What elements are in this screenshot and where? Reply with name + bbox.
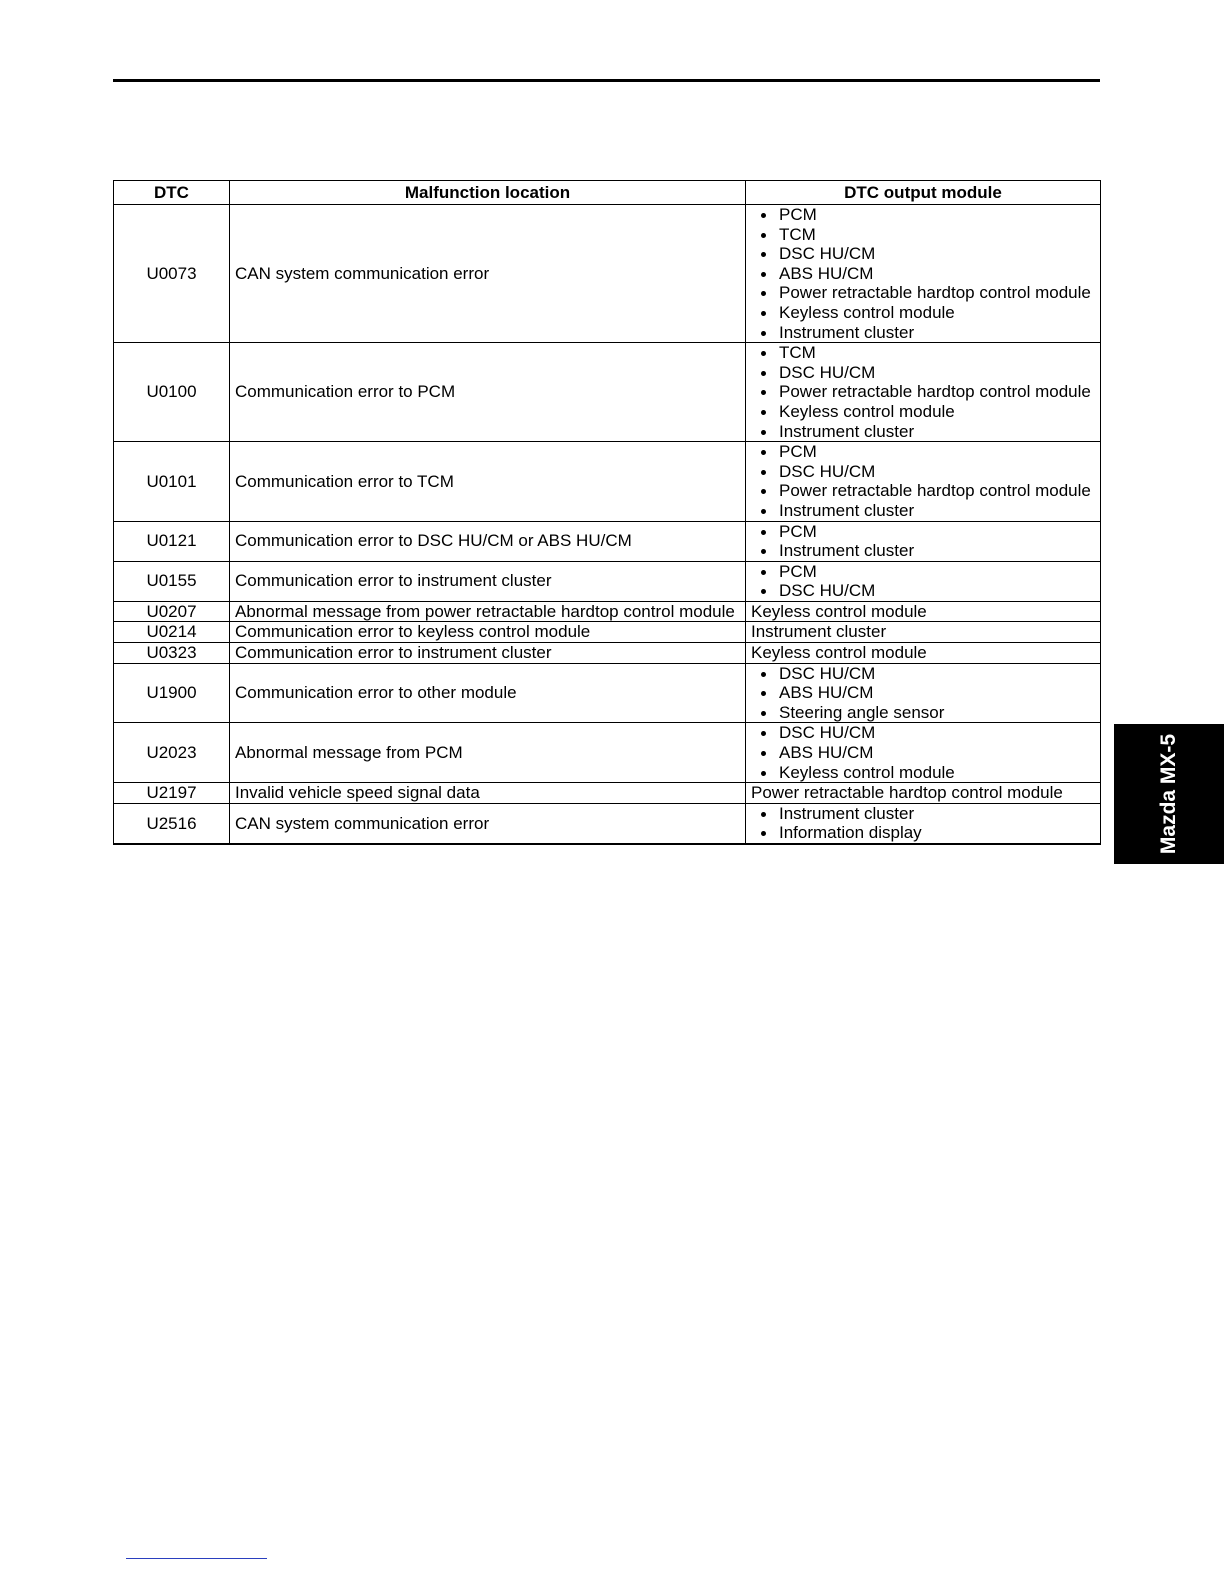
output-module-item: ABS HU/CM <box>751 264 1095 284</box>
output-module-item: Keyless control module <box>751 402 1095 422</box>
malfunction-location: Communication error to other module <box>230 663 746 723</box>
output-module-item: Instrument cluster <box>751 541 1095 561</box>
malfunction-location: Abnormal message from PCM <box>230 723 746 783</box>
malfunction-location: Communication error to instrument cluster <box>230 561 746 601</box>
output-module-item: TCM <box>751 225 1095 245</box>
output-module-item: Instrument cluster <box>751 501 1095 521</box>
output-module-item: ABS HU/CM <box>751 743 1095 763</box>
output-module-item: ABS HU/CM <box>751 683 1095 703</box>
side-tab-label: Mazda MX-5 <box>1157 733 1180 855</box>
table-row <box>114 723 1101 783</box>
output-module-item: Steering angle sensor <box>751 703 1095 723</box>
table-row <box>114 643 1101 664</box>
output-module-item: Instrument cluster <box>751 804 1095 824</box>
output-module: Instrument cluster <box>746 622 1101 643</box>
header-rule <box>113 79 1100 82</box>
output-module-cell <box>746 663 1101 723</box>
table-row <box>114 663 1101 723</box>
output-module-item: PCM <box>751 522 1095 542</box>
output-module-list <box>751 723 1095 782</box>
dtc-code: U0101 <box>114 442 230 521</box>
output-module-cell <box>746 803 1101 844</box>
output-module-item: Keyless control module <box>751 303 1095 323</box>
dtc-code: U0100 <box>114 343 230 442</box>
header-dtc: DTC <box>114 181 230 205</box>
output-module-list <box>751 205 1095 342</box>
dtc-code: U0073 <box>114 205 230 343</box>
table-row <box>114 622 1101 643</box>
output-module-item: Instrument cluster <box>751 422 1095 442</box>
dtc-code: U2516 <box>114 803 230 844</box>
footer-link-underline <box>126 1558 267 1559</box>
output-module-item: DSC HU/CM <box>751 664 1095 684</box>
output-module-list <box>751 442 1095 520</box>
output-module-item: PCM <box>751 205 1095 225</box>
output-module-item: DSC HU/CM <box>751 723 1095 743</box>
table-header-row <box>114 181 1101 205</box>
output-module: Keyless control module <box>746 601 1101 622</box>
malfunction-location: Communication error to DSC HU/CM or ABS HU/CM <box>230 521 746 561</box>
output-module-list <box>751 562 1095 601</box>
output-module-item: DSC HU/CM <box>751 462 1095 482</box>
dtc-code: U2197 <box>114 783 230 804</box>
malfunction-location: Communication error to TCM <box>230 442 746 521</box>
header-malfunction-location: Malfunction location <box>230 181 746 205</box>
output-module-list <box>751 664 1095 723</box>
table-row <box>114 521 1101 561</box>
output-module-cell <box>746 561 1101 601</box>
dtc-code: U0323 <box>114 643 230 664</box>
dtc-code: U0207 <box>114 601 230 622</box>
table-row <box>114 205 1101 343</box>
malfunction-location: CAN system communication error <box>230 803 746 844</box>
malfunction-location: CAN system communication error <box>230 205 746 343</box>
table-row <box>114 803 1101 844</box>
header-dtc-output-module: DTC output module <box>746 181 1101 205</box>
table-row <box>114 783 1101 804</box>
output-module-item: Power retractable hardtop control module <box>751 481 1095 501</box>
dtc-table <box>113 180 1101 845</box>
output-module-item: Keyless control module <box>751 763 1095 783</box>
output-module-item: Information display <box>751 823 1095 843</box>
output-module-item: DSC HU/CM <box>751 363 1095 383</box>
output-module-list <box>751 522 1095 561</box>
dtc-code: U1900 <box>114 663 230 723</box>
output-module-cell <box>746 442 1101 521</box>
malfunction-location: Communication error to PCM <box>230 343 746 442</box>
malfunction-location: Communication error to instrument cluster <box>230 643 746 664</box>
output-module-cell <box>746 205 1101 343</box>
table-row <box>114 561 1101 601</box>
malfunction-location: Abnormal message from power retractable hardtop control module <box>230 601 746 622</box>
output-module-item: Power retractable hardtop control module <box>751 382 1095 402</box>
output-module-cell <box>746 723 1101 783</box>
output-module-item: Instrument cluster <box>751 323 1095 343</box>
dtc-code: U0121 <box>114 521 230 561</box>
output-module-item: TCM <box>751 343 1095 363</box>
output-module-item: DSC HU/CM <box>751 244 1095 264</box>
malfunction-location: Invalid vehicle speed signal data <box>230 783 746 804</box>
table-row <box>114 442 1101 521</box>
output-module-item: DSC HU/CM <box>751 581 1095 601</box>
output-module-cell <box>746 343 1101 442</box>
output-module-item: Power retractable hardtop control module <box>751 283 1095 303</box>
output-module-item: PCM <box>751 442 1095 462</box>
output-module-item: PCM <box>751 562 1095 582</box>
table-row <box>114 601 1101 622</box>
dtc-code: U2023 <box>114 723 230 783</box>
output-module-cell <box>746 521 1101 561</box>
section-side-tab <box>1114 724 1224 864</box>
output-module-list <box>751 804 1095 843</box>
dtc-code: U0214 <box>114 622 230 643</box>
malfunction-location: Communication error to keyless control module <box>230 622 746 643</box>
dtc-code: U0155 <box>114 561 230 601</box>
table-row <box>114 343 1101 442</box>
output-module-list <box>751 343 1095 441</box>
output-module: Keyless control module <box>746 643 1101 664</box>
output-module: Power retractable hardtop control module <box>746 783 1101 804</box>
